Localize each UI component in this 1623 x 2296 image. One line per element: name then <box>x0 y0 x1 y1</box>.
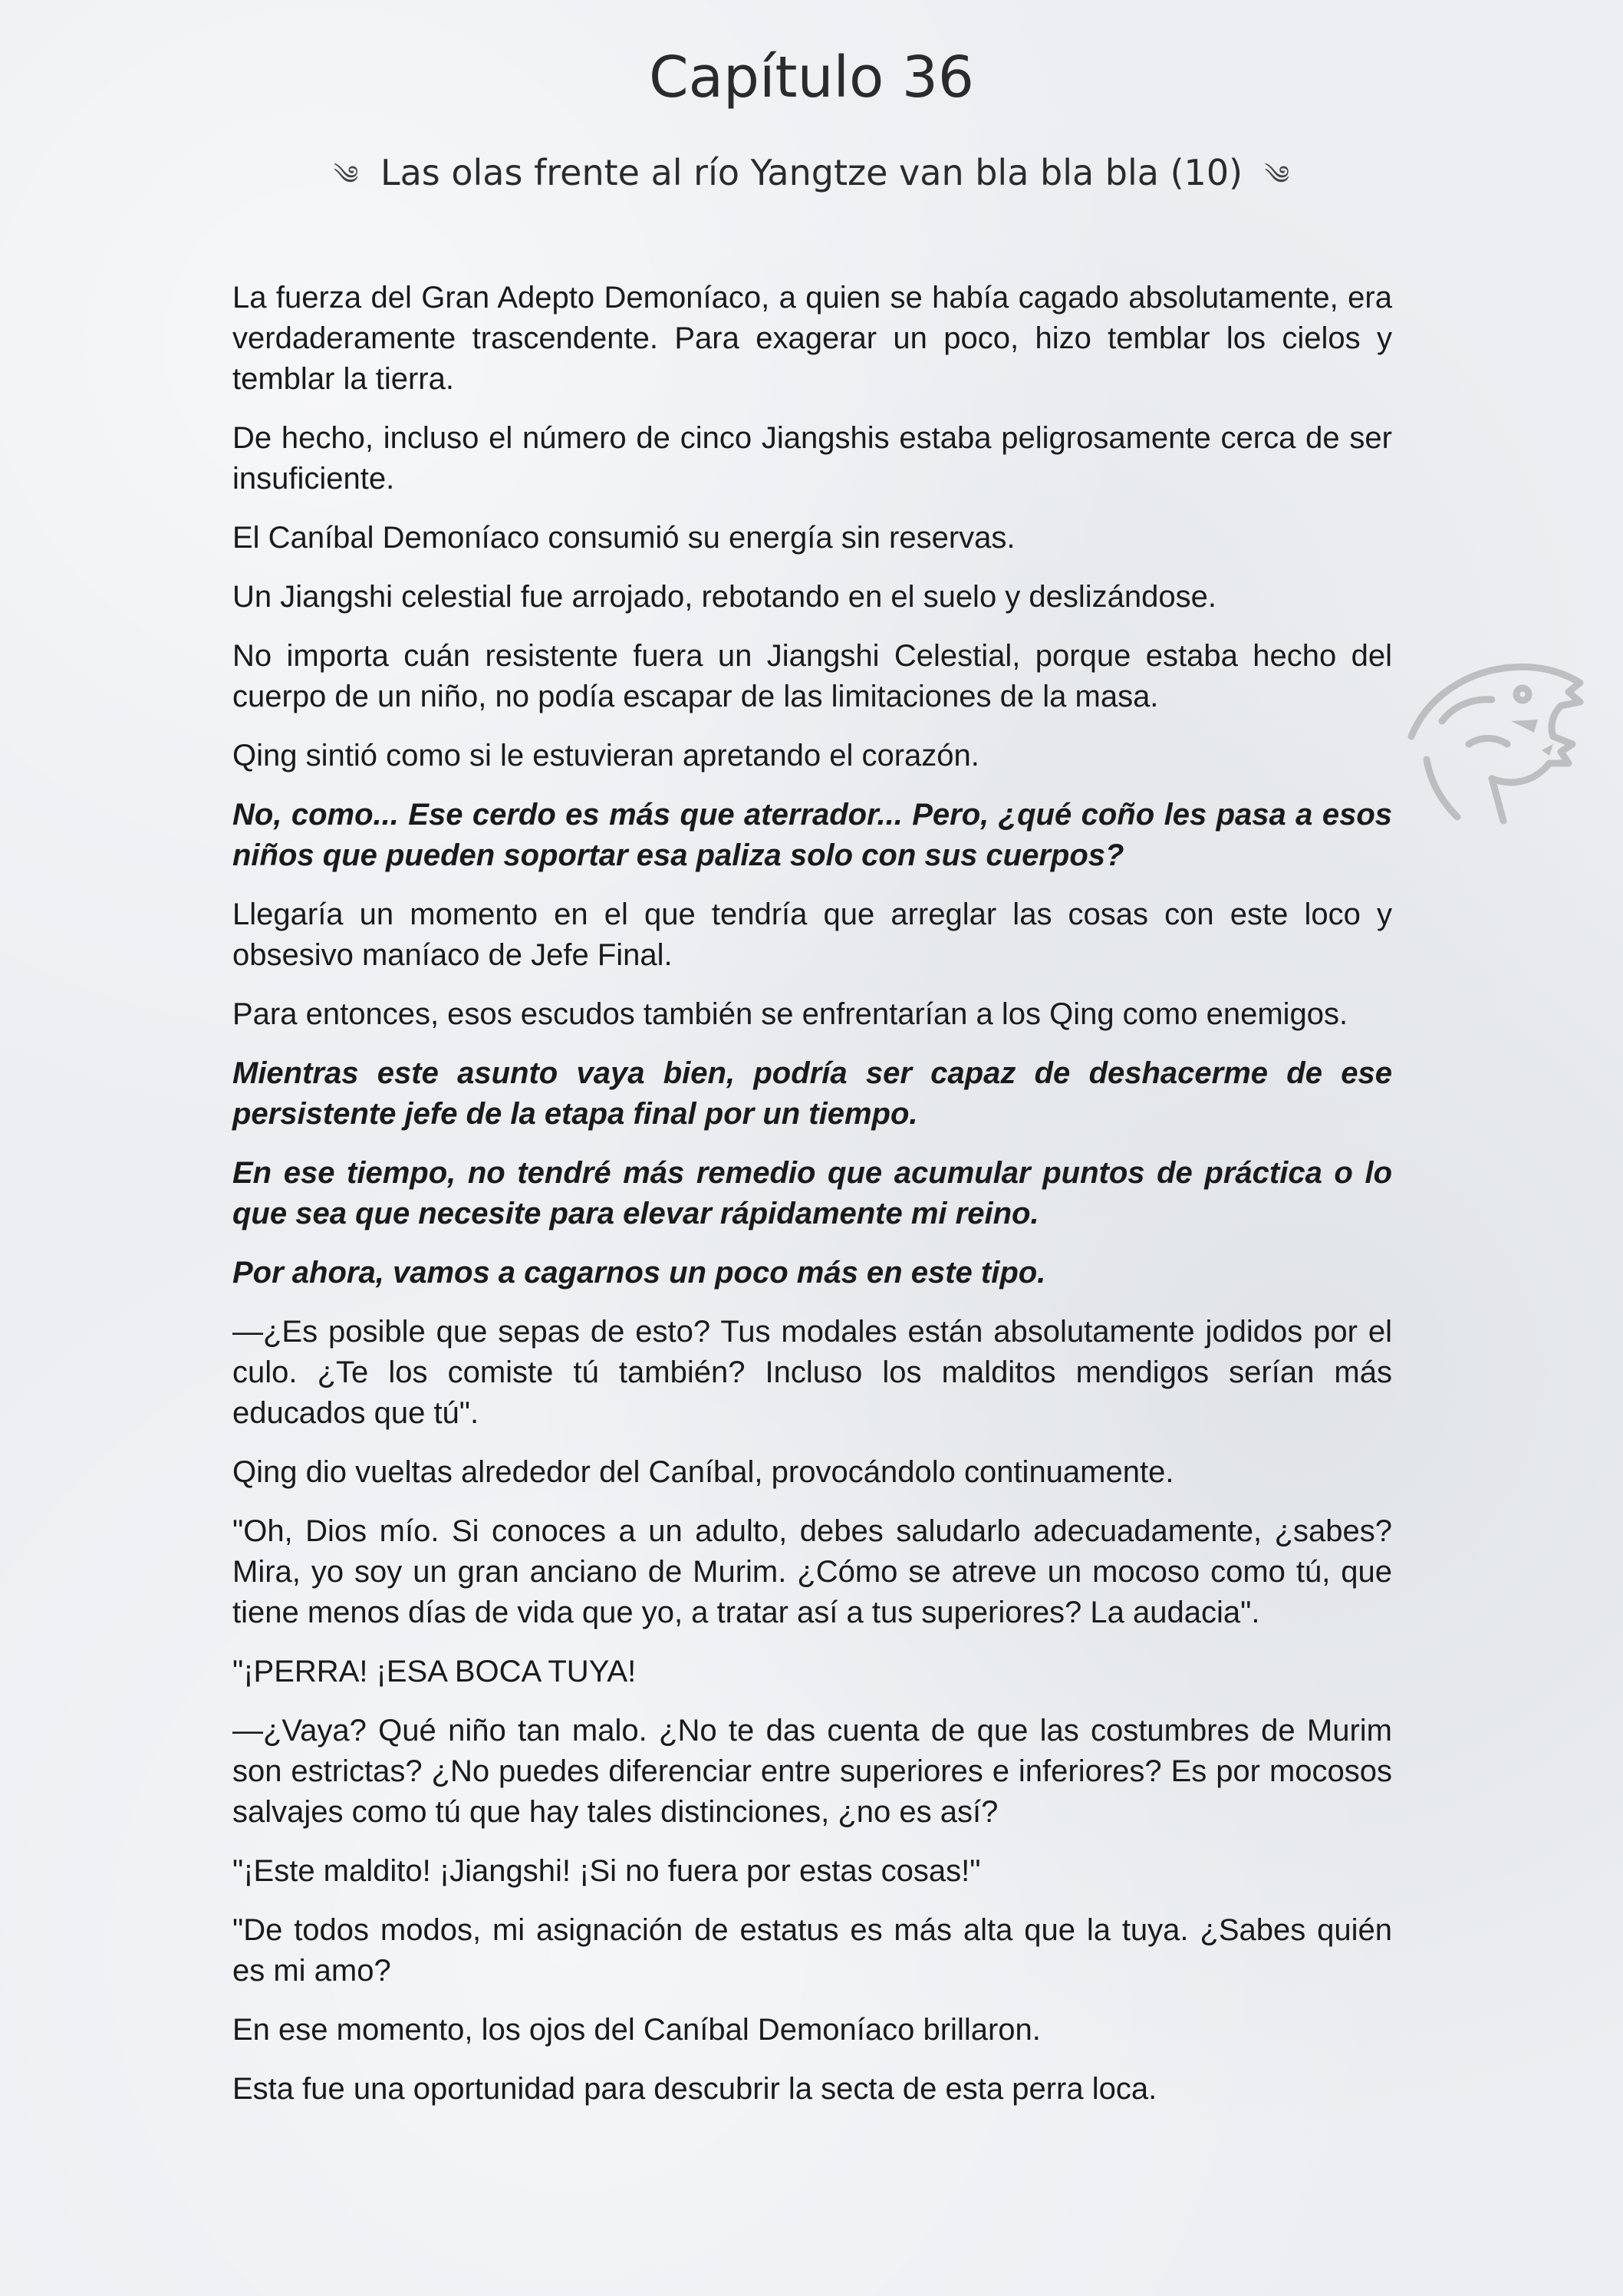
subtitle-text: Las olas frente al río Yangtze van bla bla bla (10) <box>380 152 1243 193</box>
ornament-left-icon: ༄ <box>333 160 359 191</box>
paragraph-16: "¡PERRA! ¡ESA BOCA TUYA! <box>232 1655 637 1688</box>
paragraph-1: La fuerza del Gran Adepto Demoníaco, a quien se había cagado absolutamente, era verdaderamente trascendente. Para exagerar un poco, hizo temblar los cielos y temblar la tierra. <box>232 281 1392 396</box>
paragraph-14: Qing dio vueltas alrededor del Caníbal, provocándolo continuamente. <box>232 1455 1174 1489</box>
chapter-subtitle <box>0 146 1623 203</box>
ornament-right-icon: ༄ <box>1264 160 1290 191</box>
paragraph-15: "Oh, Dios mío. Si conoces a un adulto, debes saludarlo adecuadamente, ¿sabes? Mira, yo soy un gran anciano de Murim. ¿Cómo se atreve un mocoso como tú, que tiene menos días de vida que yo, a tratar así a tus superiores? La audacia". <box>232 1514 1392 1629</box>
paragraph-20: En ese momento, los ojos del Caníbal Demoníaco brillaron. <box>232 2013 1041 2047</box>
paragraph-5: No importa cuán resistente fuera un Jiangshi Celestial, porque estaba hecho del cuerpo de un niño, no podía escapar de las limitaciones de la masa. <box>232 639 1392 713</box>
paragraph-13: —¿Es posible que sepas de esto? Tus modales están absolutamente jodidos por el culo. ¿Te los comiste tú también? Incluso los malditos mendigos serían más educados que tú". <box>232 1315 1392 1430</box>
paragraph-3: El Caníbal Demoníaco consumió su energía sin reservas. <box>232 521 1016 555</box>
paragraph-6: Qing sintió como si le estuvieran apretando el corazón. <box>232 739 979 772</box>
paragraph-19: "De todos modos, mi asignación de estatus es más alta que la tuya. ¿Sabes quién es mi amo? <box>232 1913 1392 1988</box>
dinosaur-head-icon <box>1396 629 1595 828</box>
paragraph-2: De hecho, incluso el número de cinco Jiangshis estaba peligrosamente cerca de ser insuficiente. <box>232 421 1392 496</box>
paragraph-11-thought: En ese tiempo, no tendré más remedio que acumular puntos de práctica o lo que sea que necesite para elevar rápidamente mi reino. <box>232 1156 1392 1230</box>
paragraph-10-thought: Mientras este asunto vaya bien, podría ser capaz de deshacerme de ese persistente jefe de la etapa final por un tiempo. <box>232 1056 1392 1131</box>
paragraph-12-thought: Por ahora, vamos a cagarnos un poco más en este tipo. <box>232 1256 1046 1290</box>
paragraph-9: Para entonces, esos escudos también se enfrentarían a los Qing como enemigos. <box>232 997 1348 1031</box>
chapter-title: Capítulo 36 <box>649 44 974 110</box>
paragraph-18: "¡Este maldito! ¡Jiangshi! ¡Si no fuera por estas cosas!" <box>232 1854 981 1888</box>
paragraph-4: Un Jiangshi celestial fue arrojado, rebotando en el suelo y deslizándose. <box>232 580 1217 614</box>
paragraph-8: Llegaría un momento en el que tendría que arreglar las cosas con este loco y obsesivo maníaco de Jefe Final. <box>232 898 1392 972</box>
paragraph-7-thought: No, como... Ese cerdo es más que aterrador... Pero, ¿qué coño les pasa a esos niños que pueden soportar esa paliza solo con sus cuerpos? <box>232 798 1392 872</box>
paragraph-21: Esta fue una oportunidad para descubrir la secta de esta perra loca. <box>232 2072 1157 2106</box>
chapter-body <box>232 278 1392 2128</box>
paragraph-17: —¿Vaya? Qué niño tan malo. ¿No te das cuenta de que las costumbres de Murim son estrictas? ¿No puedes diferenciar entre superiores e inferiores? Es por mocosos salvajes como tú que hay tales distinciones, ¿no es así? <box>232 1714 1392 1829</box>
